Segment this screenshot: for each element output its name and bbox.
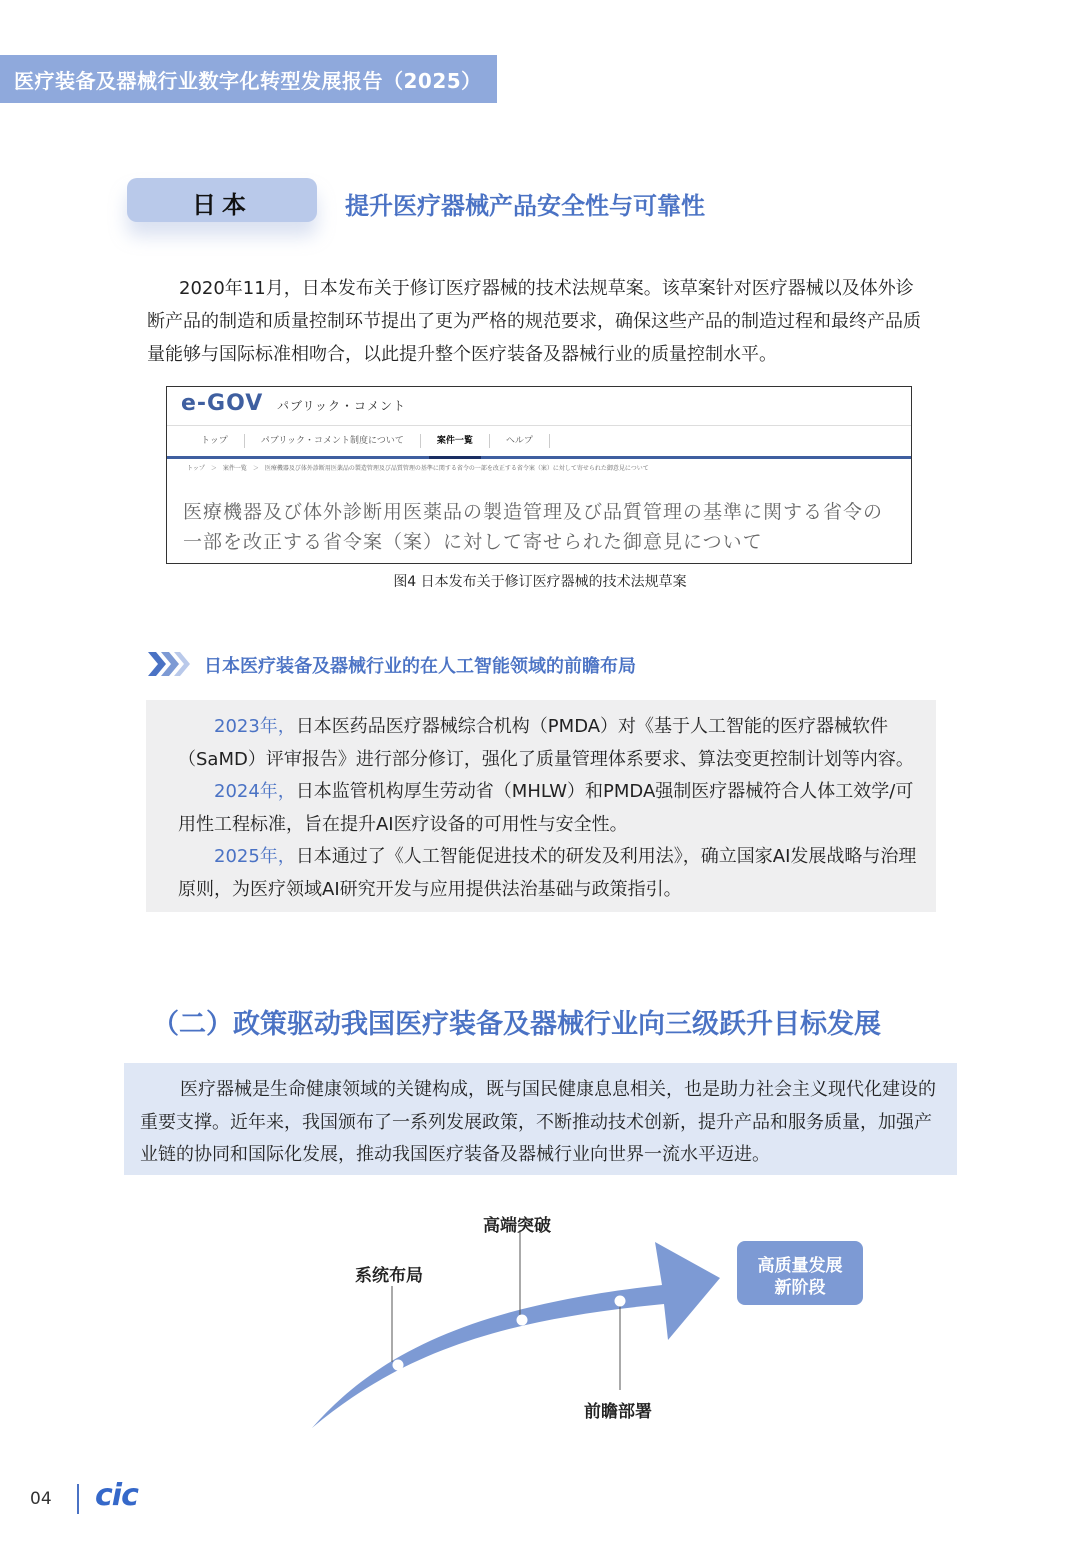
- ai-item-year: 2023年，: [214, 716, 296, 737]
- stage-dot: [517, 1315, 528, 1326]
- ai-item: [178, 776, 918, 841]
- stage-label-layout: 系统布局: [355, 1266, 423, 1286]
- intro-paragraph: 2020年11月，日本发布关于修订医疗器械的技术法规草案。该草案针对医疗器械以及体外诊断产品的制造和质量控制环节提出了更为严格的规范要求，确保这些产品的制造过程和最终产品质量能够与国际标准相吻合，以此提升整个医疗装备及器械行业的质量控制水平。: [147, 278, 921, 365]
- ai-item-year: 2025年，: [214, 846, 296, 867]
- egov-logo: e-GOV: [181, 391, 264, 416]
- report-title: 医疗装备及器械行业数字化转型发展报告（2025）: [14, 69, 482, 93]
- policy-heading: （二）政策驱动我国医疗装备及器械行业向三级跃升目标发展: [152, 1009, 881, 1040]
- country-label: 日本: [192, 191, 252, 219]
- goal-box: [737, 1241, 863, 1305]
- egov-nav-help[interactable]: ヘルプ: [490, 434, 550, 448]
- stage-label-forward: 前瞻部署: [584, 1402, 652, 1422]
- egov-subtitle: パブリック・コメント: [277, 399, 407, 413]
- ai-item-text: 日本监管机构厚生劳动省（MHLW）和PMDA强制医疗器械符合人体工效学/可用性工程标准，旨在提升AI医疗设备的可用性与安全性。: [178, 781, 914, 835]
- ai-section-title: 日本医疗装备及器械行业的在人工智能领域的前瞻布局: [204, 656, 636, 677]
- double-chevron-icon: [148, 650, 192, 678]
- egov-nav: [167, 425, 911, 459]
- egov-header: [167, 387, 911, 426]
- section-title: 提升医疗器械产品安全性与可靠性: [345, 192, 705, 220]
- egov-nav-top[interactable]: トップ: [185, 434, 245, 448]
- ai-item: [178, 711, 918, 776]
- ai-item-text: 日本医药品医疗器械综合机构（PMDA）对《基于人工智能的医疗器械软件（SaMD）评审报告》进行部分修订，强化了质量管理体系要求、算法变更控制计划等内容。: [178, 716, 914, 770]
- page-number: 04: [30, 1489, 52, 1509]
- stage-dot: [615, 1296, 626, 1307]
- ai-item-text: 日本通过了《人工智能促进技术的研发及利用法》，确立国家AI发展战略与治理原则，为医疗领域AI研究开发与应用提供法治基础与政策指引。: [178, 846, 917, 900]
- cic-logo: cic: [95, 1478, 138, 1513]
- egov-breadcrumb: トップ ＞ 案件一覧 ＞ 医療機器及び体外診断用医薬品の製造管理及び品質管理の基準に関する省令の一部を改正する省令案（案）に対して寄せられた御意見について: [187, 465, 649, 472]
- policy-paragraph: 医疗器械是生命健康领域的关键构成，既与国民健康息息相关，也是助力社会主义现代化建设的重要支撑。近年来，我国颁布了一系列发展政策，不断推动技术创新，提升产品和服务质量，加强产业链的协同和国际化发展，推动我国医疗装备及器械行业向世界一流水平迈进。: [140, 1079, 936, 1165]
- policy-box: [124, 1063, 957, 1175]
- development-arrow-diagram: [300, 1200, 740, 1440]
- ai-timeline-box: [146, 700, 936, 912]
- country-tag: [127, 178, 317, 222]
- goal-line-2: 新阶段: [774, 1278, 826, 1298]
- footer-divider: [77, 1484, 79, 1514]
- egov-screenshot: [166, 386, 912, 564]
- figure-caption: 图4 日本发布关于修订医疗器械的技术法规草案: [393, 574, 687, 590]
- goal-line-1: 高质量发展: [757, 1256, 843, 1276]
- ai-item-year: 2024年，: [214, 781, 296, 802]
- egov-page-title: 医療機器及び体外診断用医薬品の製造管理及び品質管理の基準に関する省令の一部を改正する省令案（案）に対して寄せられた御意見について: [183, 501, 884, 553]
- stage-label-breakthrough: 高端突破: [483, 1216, 551, 1236]
- egov-nav-about[interactable]: パブリック・コメント制度について: [245, 434, 421, 448]
- ai-item: [178, 841, 918, 906]
- stage-dot: [393, 1360, 404, 1371]
- report-header-band: [0, 55, 497, 103]
- egov-nav-cases[interactable]: 案件一覧: [421, 434, 490, 448]
